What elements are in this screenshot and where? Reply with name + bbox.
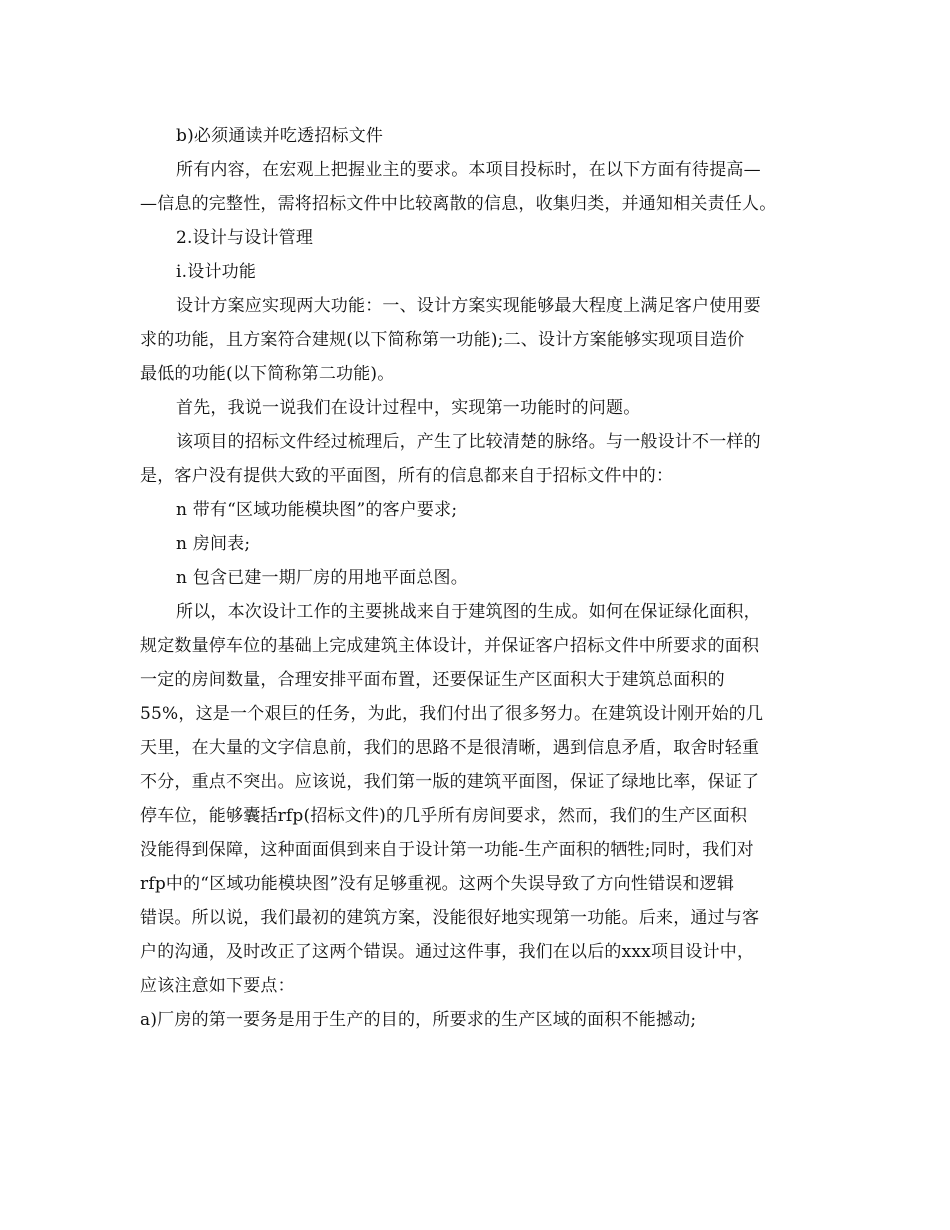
paragraph-line: 没能得到保障，这种面面俱到来自于设计第一功能-生产面积的牺牲;同时，我们对 (140, 840, 754, 860)
paragraph-line: 55%，这是一个艰巨的任务，为此，我们付出了很多努力。在建筑设计刚开始的几 (140, 704, 764, 724)
paragraph-line: 规定数量停车位的基础上完成建筑主体设计，并保证客户招标文件中所要求的面积 (140, 636, 760, 656)
paragraph-line: 所以，本次设计工作的主要挑战来自于建筑图的生成。如何在保证绿化面积， (176, 602, 761, 622)
paragraph-line: 设计方案应实现两大功能：一、设计方案实现能够最大程度上满足客户使用要 (176, 296, 761, 316)
paragraph-line: 停车位，能够囊括rfp(招标文件)的几乎所有房间要求，然而，我们的生产区面积 (140, 806, 748, 826)
paragraph-line: 天里，在大量的文字信息前，我们的思路不是很清晰，遇到信息矛盾，取舍时轻重 (140, 738, 760, 758)
paragraph-line: 最低的功能(以下简称第二功能)。 (140, 364, 395, 384)
list-item: n 带有“区域功能模块图”的客户要求; (176, 500, 458, 520)
paragraph-line: —信息的完整性，需将招标文件中比较离散的信息，收集归类，并通知相关责任人。 (140, 194, 777, 214)
subsection-heading: i.设计功能 (176, 262, 257, 282)
paragraph-line: 错误。所以说，我们最初的建筑方案，没能很好地实现第一功能。后来，通过与客 (140, 908, 760, 928)
list-item: a)厂房的第一要务是用于生产的目的，所要求的生产区域的面积不能撼动; (140, 1010, 697, 1030)
paragraph-line: 是，客户没有提供大致的平面图，所有的信息都来自于招标文件中的： (140, 466, 674, 486)
paragraph-line: 不分，重点不突出。应该说，我们第一版的建筑平面图，保证了绿地比率，保证了 (140, 772, 760, 792)
paragraph-line: rfp中的“区域功能模块图”没有足够重视。这两个失误导致了方向性错误和逻辑 (140, 874, 735, 894)
list-item: n 房间表; (176, 534, 251, 554)
paragraph-line: 该项目的招标文件经过梳理后，产生了比较清楚的脉络。与一般设计不一样的 (176, 432, 761, 452)
paragraph-line: 应该注意如下要点： (140, 976, 295, 996)
paragraph-line: b)必须通读并吃透招标文件 (176, 126, 384, 146)
list-item: n 包含已建一期厂房的用地平面总图。 (176, 568, 468, 588)
paragraph-line: 所有内容，在宏观上把握业主的要求。本项目投标时，在以下方面有待提高— (176, 160, 761, 180)
paragraph-line: 一定的房间数量，合理安排平面布置，还要保证生产区面积大于建筑总面积的 (140, 670, 725, 690)
paragraph-line: 求的功能，且方案符合建规(以下简称第一功能);二、设计方案能够实现项目造价 (140, 330, 745, 350)
section-heading: 2.设计与设计管理 (176, 228, 314, 248)
paragraph-line: 首先，我说一说我们在设计过程中，实现第一功能时的问题。 (176, 398, 641, 418)
paragraph-line: 户的沟通，及时改正了这两个错误。通过这件事，我们在以后的xxx项目设计中， (140, 942, 755, 962)
